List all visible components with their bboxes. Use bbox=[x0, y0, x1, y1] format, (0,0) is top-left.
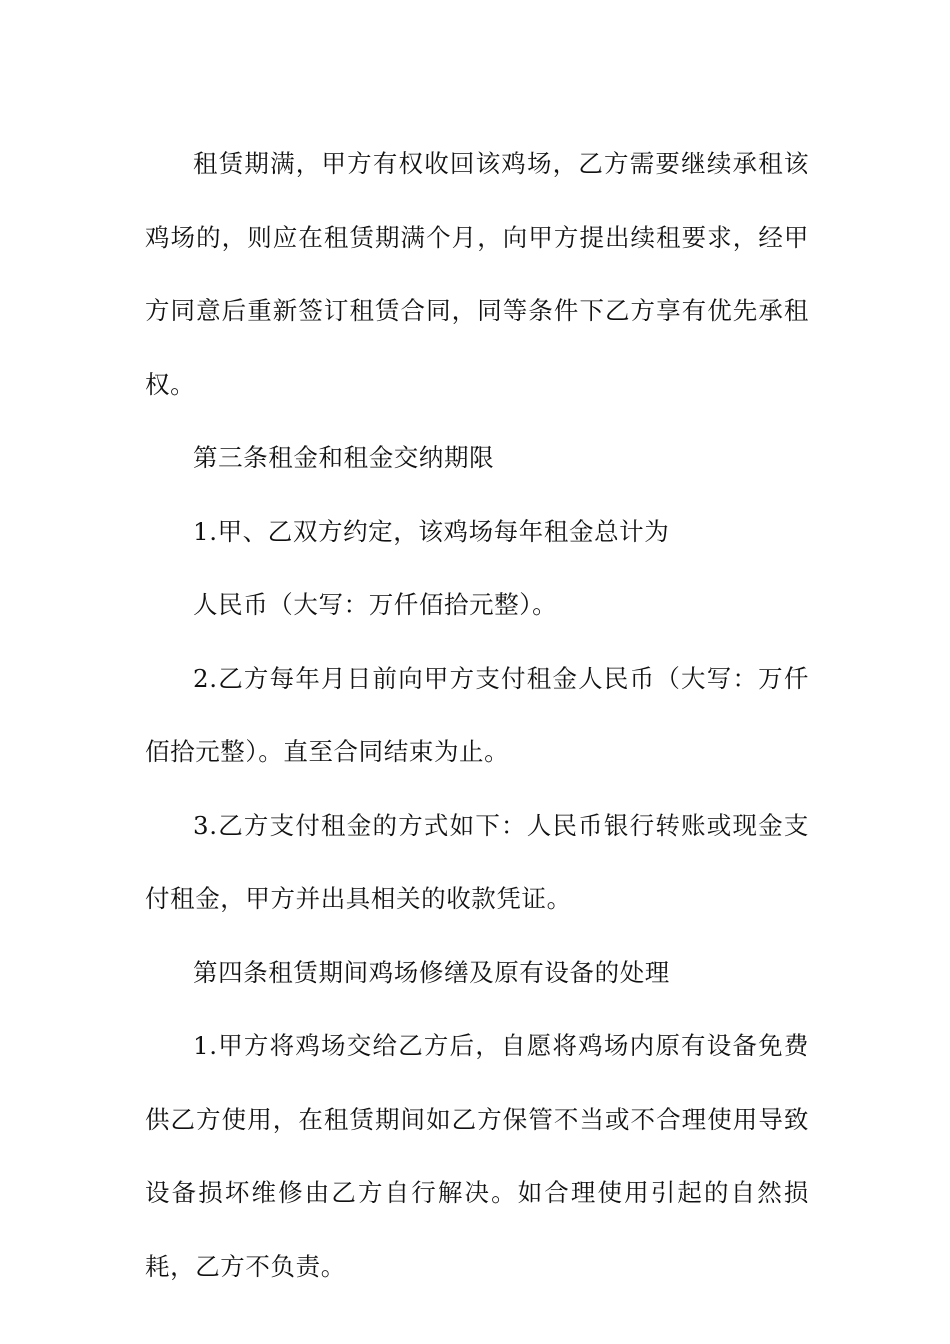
paragraph-payment-date: 2.乙方每年月日前向甲方支付租金人民币（大写：万仟佰拾元整）。直至合同结束为止。 bbox=[145, 663, 809, 766]
paragraph-annual-rent: 1.甲、乙双方约定，该鸡场每年租金总计为 bbox=[193, 516, 670, 546]
paragraph-rent-amount: 人民币（大写：万仟佰拾元整）。 bbox=[193, 590, 558, 619]
heading-article-three: 第三条租金和租金交纳期限 bbox=[193, 443, 495, 472]
paragraph-lease-expiry: 租赁期满，甲方有权收回该鸡场，乙方需要继续承租该鸡场的，则应在租赁期满个月，向甲方提出续租要求，经甲方同意后重新签订租赁合同，同等条件下乙方享有优先承租权。 bbox=[145, 149, 809, 399]
paragraph-equipment: 1.甲方将鸡场交给乙方后，自愿将鸡场内原有设备免费供乙方使用，在租赁期间如乙方保管不当或不合理使用导致设备损坏维修由乙方自行解决。如合理使用引起的自然损耗，乙方不负责。 bbox=[145, 1031, 809, 1281]
document-body bbox=[145, 127, 809, 1303]
heading-article-four: 第四条租赁期间鸡场修缮及原有设备的处理 bbox=[193, 957, 670, 987]
paragraph-payment-method: 3.乙方支付租金的方式如下：人民币银行转账或现金支付租金，甲方并出具相关的收款凭证。 bbox=[145, 810, 809, 913]
